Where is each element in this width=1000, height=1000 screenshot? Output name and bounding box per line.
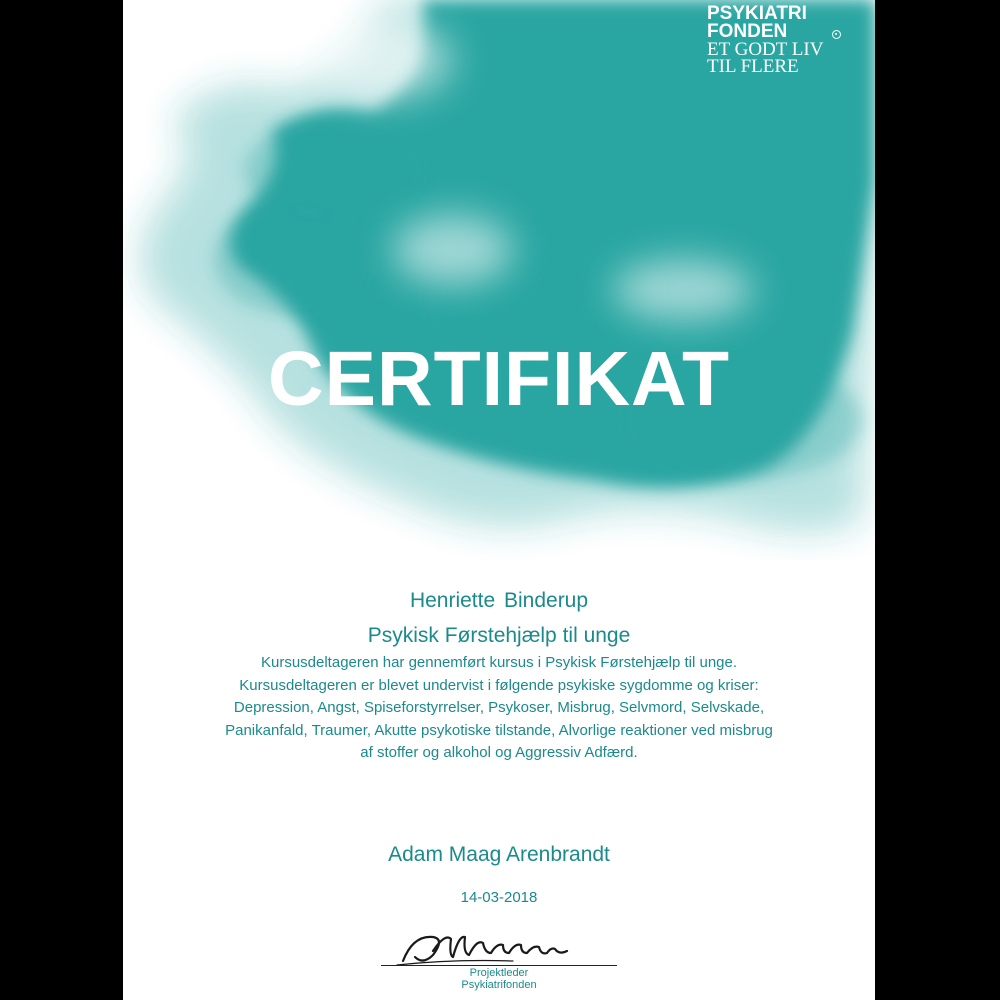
certificate-title: CERTIFIKAT bbox=[268, 336, 730, 422]
course-name: Psykisk Førstehjælp til unge bbox=[367, 624, 631, 647]
logo-line-2-text: FONDEN bbox=[707, 21, 788, 42]
logo-tagline-1: ET GODT LIV bbox=[707, 39, 824, 60]
psykiatrifonden-logo bbox=[707, 5, 837, 75]
logo-line-1: PSYKIATRI bbox=[707, 3, 807, 24]
certificate-page bbox=[123, 0, 875, 1000]
certificate-date: 14-03-2018 bbox=[460, 889, 538, 906]
signer-name: Adam Maag Arenbrandt bbox=[388, 843, 610, 866]
handwritten-signature bbox=[393, 925, 583, 969]
signer-role-title: Projektleder bbox=[469, 967, 529, 979]
halftone-cloud-background bbox=[123, 0, 875, 560]
logo-tagline-2: TIL FLERE bbox=[707, 56, 799, 77]
recipient-name: Henriette Binderup bbox=[409, 589, 589, 612]
signature-line bbox=[381, 965, 617, 966]
course-description: Kursusdeltageren har gennemført kursus i Psykisk Førstehjælp til unge. Kursusdeltageren er blevet undervist i følgende psykiske sygdomme og kriser: Depression, Angst, Spiseforstyrrelser, Psykoser, Misbrug, Selvmord, Selvskade, Panikanfald, Traumer, Akutte psykotiske tilstande, Alvorlige reaktioner ved misbrug af stoffer og alkohol og Aggressiv Adfærd. bbox=[225, 654, 773, 761]
signer-role bbox=[123, 967, 875, 991]
signer-role-organization: Psykiatrifonden bbox=[461, 979, 537, 991]
logo-line-2 bbox=[707, 23, 837, 41]
logo-circle-icon bbox=[832, 30, 841, 39]
